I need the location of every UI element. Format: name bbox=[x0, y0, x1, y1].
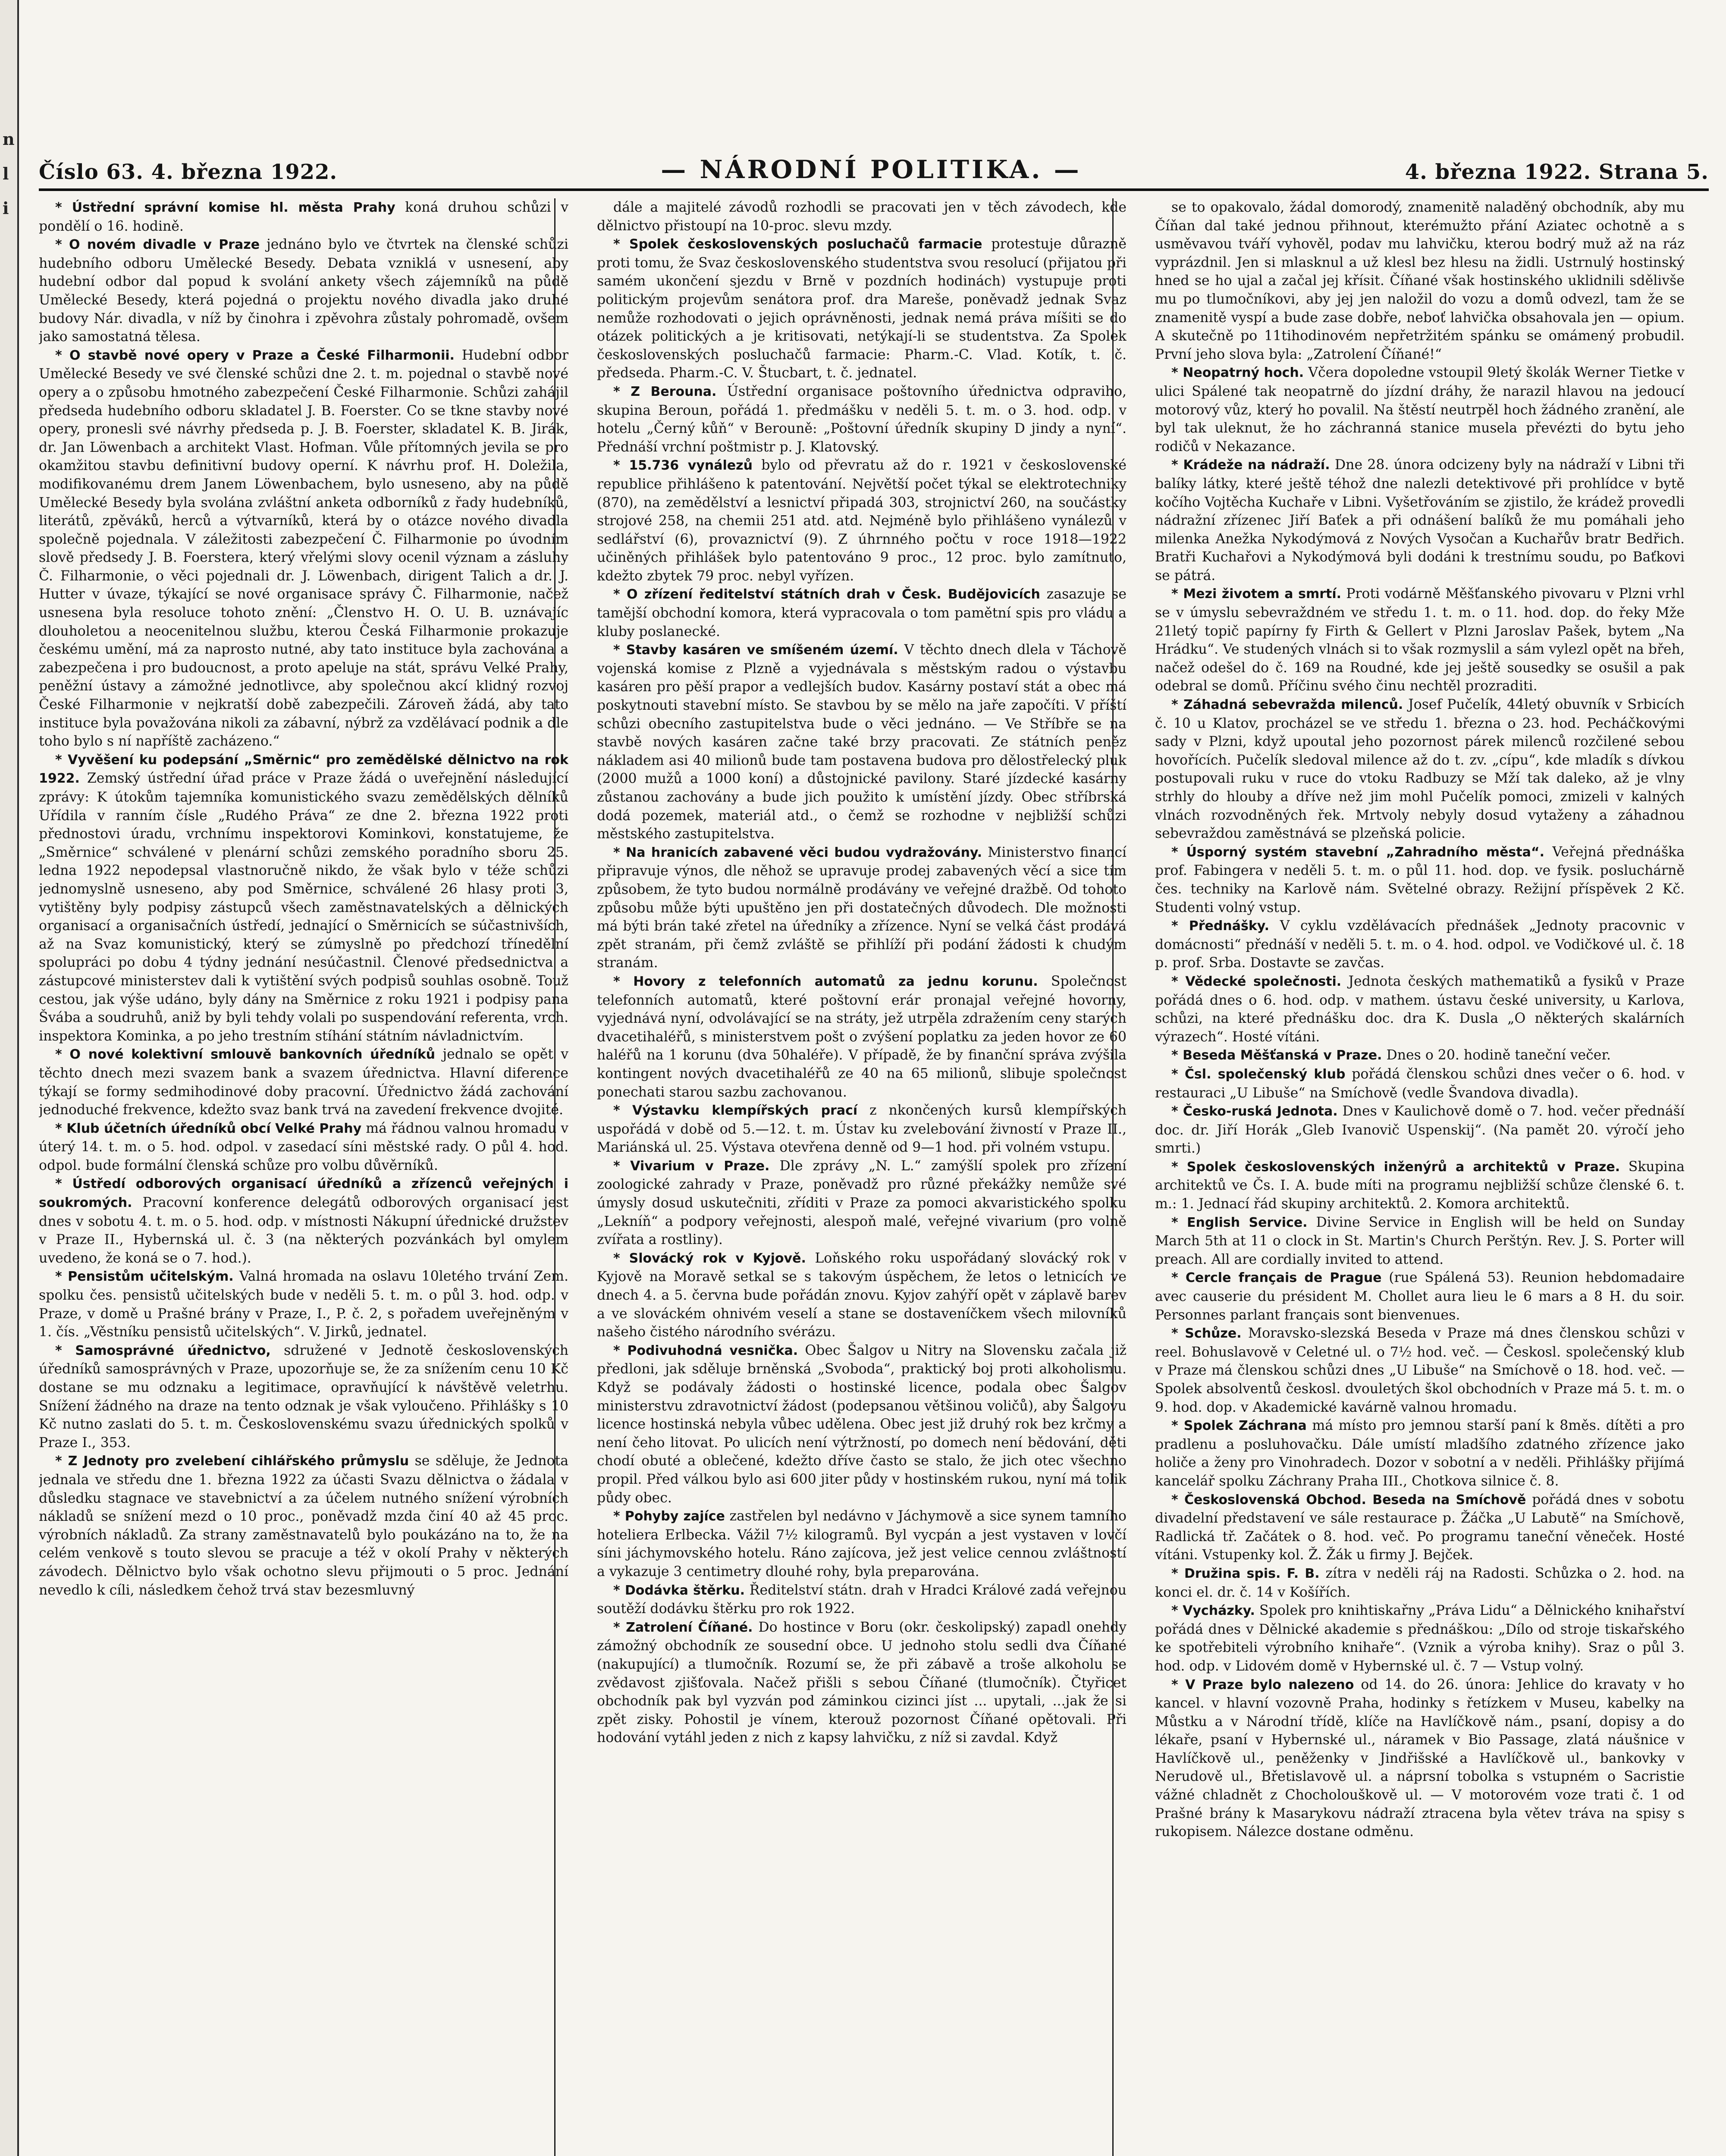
article bbox=[597, 1507, 1127, 1581]
article-body: Ústřední organisace poštovního úřednictva odpraviho, skupina Beroun, pořádá 1. předmášku v neděli 5. t. m. o 3. hod. odp. v hotelu „Černý kůň“ v Berouně: „Poštovní úředník skupiny D jindy a nyní“. Přednáší vrchní poštmistr p. J. Klatovský. bbox=[597, 383, 1127, 455]
article-body: Dnes v Kaulichově domě o 7. hod. večer přednáší doc. dr. Jiří Horák „Gleb Ivanovič Uspenskij“. (Na pamět 20. výročí jeho smrti.) bbox=[1155, 1103, 1685, 1156]
article-body: Dle zprávy „N. L.“ zamýšlí spolek pro zřízení zoologické zahrady v Praze, poněvadž pro různé překážky nemůže své úmysly dosud uskutečniti, zříditi v Praze za pomoci akvaristického spolku „Lekníň“ a podpory veřejnosti, alespoň malé, veřejné vivarium (pro volně zvířata a rostliny). bbox=[597, 1158, 1127, 1248]
article-headline: * Neopatrný hoch. bbox=[1171, 365, 1304, 381]
newspaper-title: — NÁRODNÍ POLITIKA. — bbox=[661, 155, 1082, 184]
article bbox=[597, 198, 1127, 235]
masthead bbox=[39, 149, 1709, 191]
article bbox=[597, 1581, 1127, 1618]
article-headline: * Československá Obchod. Beseda na Smíchově bbox=[1171, 1492, 1526, 1507]
article-headline: * O novém divadle v Praze bbox=[55, 237, 260, 253]
article-headline: * Krádeže na nádraží. bbox=[1171, 458, 1330, 473]
article-body: pořádá členskou schůzi dnes večer o 6. hod. v restauraci „U Libuše“ na Smíchově (vedle Švandova divadla). bbox=[1155, 1066, 1685, 1101]
article bbox=[39, 346, 568, 751]
article bbox=[597, 1618, 1127, 1747]
article bbox=[39, 1341, 568, 1452]
article-headline: * Z Berouna. bbox=[613, 384, 717, 399]
article bbox=[597, 1341, 1127, 1507]
article-body: Zemský ústřední úřad práce v Praze žádá o uveřejnění následující zprávy: K útokům tajemníka komunistického svazu zemědělských dělníků Uřídila v ranním čísle „Rudého Práva“ ze dne 2. března 1922 proti přednostovi úradu, vrchnímu inspektorovi Kominkovi, konstatujeme, že „Směrnice“ schválené v plenární schůzi zemského poradního sboru 25. ledna 1922 nepodepsal vlastnoručně nikdo, že však bylo v téže schůzi jednomyslně usneseno, aby pod Směrnice, schválené 26 hlasy proti 3, vytištěny byly podpisy zástupců všech zaměstnavatelských a dělnických organisací a organisačních ústředí, jednající o Směrnicích se súčastnivších, až na Svaz komunistický, který se zúmyslně po předchozí třínedělní spolupráci po dobu 4 týdny jednání nesúčastnil. Členové předsednictva a zástupcové ministerstev dali k vytištění svých podpisů souhlas osobně. Touž cestou, jak výše udáno, byly dány na Směrnice z roku 1921 i podpisy pana Švába a soudruhů, aniž by byli tehdy volali po suspendování referenta, vrch. inspektora Kominka, a po jeho trestním stíhání státním návladnictvím. bbox=[39, 771, 568, 1044]
article-headline: * Spolek Záchrana bbox=[1171, 1418, 1307, 1434]
article-headline: * Hovory z telefonních automatů za jednu korunu. bbox=[613, 974, 1038, 989]
article-headline: * Cercle français de Prague bbox=[1171, 1270, 1382, 1286]
article bbox=[39, 198, 568, 235]
issue-number: Číslo 63. 4. března 1922. bbox=[39, 160, 338, 184]
article-headline: * Schůze. bbox=[1171, 1326, 1242, 1341]
article bbox=[1155, 1324, 1685, 1416]
article bbox=[1155, 1065, 1685, 1102]
article bbox=[597, 456, 1127, 585]
article bbox=[597, 843, 1127, 972]
article-headline: * Přednášky. bbox=[1171, 918, 1269, 934]
article-body: Spolek pro knihtiskařny „Práva Lidu“ a Dělnického knihařství pořádá dnes v Dělnické akademie s přednáškou: „Dílo od stroje tiskařského ke spotřebiteli výrobního knihaře“. (Vznik a výroba knihy). Sraz o půl 3. hod. odp. v Lidovém domě v Hybernské ul. č. 7 — Vstup volný. bbox=[1155, 1603, 1685, 1674]
binding-letter: i bbox=[3, 198, 9, 218]
article bbox=[39, 1045, 568, 1119]
article-body: Proti vodárně Měšťanského pivovaru v Plzni vrhl se v úmyslu sebevraždném ve středu 1. t. m. o 11. hod. dop. do řeky Mže 21letý topič papírny fy Firth & Gellert v Plzni Jaroslav Pašek, bytem „Na Hrádku“. Ve studených vlnách si to však rozmyslil a sám vylezl opět na břeh, načež odešel do č. 169 na Roudné, kde jej ještě sousedky se osušil a pak odebral se domů. Příčinu svého činu nechtěl prozraditi. bbox=[1155, 586, 1685, 694]
article-headline: * Samosprávné úřednictvo, bbox=[55, 1343, 271, 1358]
article-body: má místo pro jemnou starší paní k 8měs. dítěti a pro pradlenu a posluhovačku. Dále umístí mladšího zdatného zřízence jako holiče a ženy pro Vinohradech. Dozor v sobotní a v neděli. Přihlášky přijímá kancelář spolku Záchrany Praha III., Chotkova silnice č. 8. bbox=[1155, 1418, 1685, 1489]
article bbox=[1155, 1158, 1685, 1213]
article-headline: * Podivuhodná vesnička. bbox=[613, 1343, 798, 1358]
article bbox=[597, 972, 1127, 1101]
article-body: Dne 28. února odcizeny byly na nádraží v Libni tři balíky látky, které ještě téhož dne nalezli detektivové při prohlídce v bytě kočího Vojtěcha Kuchaře v Libni. Vyšetřováním se zjistilo, že krádež provedli nádražní zřízenec Jiří Baťek a při odnášení balíků že mu pomáhali jeho milenka Anežka Nykodýmová z Nových Vysočan a Kuchařův bratr Bedřich. Bratři Kuchařovi a Nykodýmová byli dodáni k trestnímu soudu, po Baťkovi se pátrá. bbox=[1155, 457, 1685, 583]
article bbox=[1155, 1491, 1685, 1564]
article bbox=[1155, 1046, 1685, 1065]
article bbox=[39, 1452, 568, 1599]
article-body: Pracovní konference delegátů odborových organisací jest dnes v sobotu 4. t. m. o 5. hod. odp. v místnosti Nákupní úřednické družstev v Praze II., Hybernská ul. č. 3 (na některých pozvánkách byl omylem uvedeno, že koná se o 7. hod.). bbox=[39, 1195, 568, 1266]
article-headline: * Klub účetních úředníků obcí Velké Prahy bbox=[55, 1121, 362, 1136]
article-body: Obec Šalgov u Nitry na Slovensku začala již předloni, jak sděluje brněnská „Svoboda“, praktický boj proti alkoholismu. Když se podávaly žádosti o hostinské licence, podala obec Šalgov ministerstvu zdravotnictví žádost (podepsanou většinou voličů), aby Šalgovu licence hostinská nebyla vůbec udělena. Obec jest již druhý rok bez krčmy a není čeho litovat. Po ulicích není výtržností, po domech není bědování, děti chodí obuté a oblečené, kdežto dříve často se stalo, že jich otec všechno propil. Před válkou bylo asi 600 jiter půdy v hostinském rukou, nyní má tolik půdy obec. bbox=[597, 1342, 1127, 1506]
article-body: Ministerstvo financí připravuje výnos, dle něhož se upravuje prodej zabavených věcí a sice tím způsobem, že tyto budou normálně prodávány ve veřejné dražbě. Od tohoto způsobu může býti upuštěno jen při dostatečných důvodech. Dle možnosti má býti brán také zřetel na úředníky a zřízence. Nyní se velká část prodává zpět stranám, při čemž zvláště se přihlíží při podání žádosti k chudým stranám. bbox=[597, 844, 1127, 971]
article bbox=[597, 585, 1127, 641]
article-headline: * Česko-ruská Jednota. bbox=[1171, 1104, 1338, 1119]
binding-letter: n bbox=[3, 129, 15, 149]
article bbox=[1155, 198, 1685, 364]
article bbox=[1155, 843, 1685, 917]
article-body: koná druhou schůzi v pondělí o 16. hodině. bbox=[39, 200, 568, 234]
article-body: pořádá dnes v sobotu divadelní představení ve sále restaurace p. Žáčka „U Labutě“ na Smíchově, Radlická tř. Začátek o 8. hod. več. Po programu taneční věneček. Hosté vítáni. Vstupenky kol. Ž. Žák u firmy J. Bejček. bbox=[1155, 1492, 1685, 1563]
article-body: Moravsko-slezská Beseda v Praze má dnes členskou schůzi v reel. Bohuslavově v Celetné ul. o 7½ hod. več. — Českosl. společenský klub v Praze má členskou schůzi dnes „U Libuše“ na Smíchově o 18. hod. več. — Spolek absolventů českosl. dvouletých škol obchodních v Praze má 5. t. m. o 9. hod. dop. v Akademické kavárně valnou hromadu. bbox=[1155, 1326, 1685, 1415]
article-headline: * O nové kolektivní smlouvě bankovních úředníků bbox=[55, 1047, 436, 1062]
article-body: má řádnou valnou hromadu v úterý 14. t. m. o 5. hod. odpol. v zasedací síni městské rady. O půl 4. hod. odpol. bude formální členská schůze pro volbu důvěrníků. bbox=[39, 1120, 568, 1173]
article-headline: * Dodávka štěrku. bbox=[613, 1583, 745, 1598]
article-body: Loňského roku uspořádaný slovácký rok v Kyjově na Moravě setkal se s takovým úspěchem, že letos o letnicích ve dnech 4. a 5. června bude pořádán znovu. Kyjov zahýří opět v záplavě barev a ve slováckém ohnivém veselí a stane se dostaveníčkem všech milovníků našeho čistého národního svérázu. bbox=[597, 1250, 1127, 1340]
article-headline: * Zatrolení Číňané. bbox=[613, 1620, 753, 1635]
article bbox=[1155, 1213, 1685, 1269]
article-body: Divine Service in English will be held on Sunday March 5th at 11 o clock in St. Martin's Church Perštýn. Rev. J. S. Porter will preach. All are cordially invited to attend. bbox=[1155, 1214, 1685, 1267]
article-headline: * Spolek československých inženýrů a architektů v Praze. bbox=[1171, 1159, 1620, 1175]
column-3 bbox=[1155, 198, 1685, 2156]
article-headline: * English Service. bbox=[1171, 1215, 1308, 1230]
article bbox=[1155, 696, 1685, 843]
article-headline: * Vyvěšení ku podepsání „Směrnic“ pro zemědělské dělnictvo na rok 1922. bbox=[39, 752, 568, 787]
article-headline: * Spolek československých posluchačů farmacie bbox=[613, 237, 982, 252]
article-headline: * O zřízení ředitelství státních drah v Česk. Budějovicích bbox=[613, 587, 1040, 602]
binding-letter: l bbox=[3, 164, 9, 183]
article bbox=[597, 1101, 1127, 1157]
article-headline: * Čsl. společenský klub bbox=[1171, 1066, 1346, 1082]
article-body: Josef Pučelík, 44letý obuvník v Srbicích č. 10 u Klatov, procházel se ve středu 1. března o 23. hod. Pecháčkovými sady v Plzni, když upoutal jeho pozornost párek milenců rozčilené sebou hovořících. Pučelík sledoval milence až do t. zv. „cípu“, kde mladík s dívkou postupovali ruku v ruce do vtoku Radbuzy se Mží tak daleko, až je vlny strhly do hlouby a dříve než jim mohl Pučelík pomoci, zmizeli v kalných vlnách rozvodněných řek. Mrtvoly nebyly dosud vytaženy a záhadnou sebevraždou zaměstnává se plzeňská policie. bbox=[1155, 697, 1685, 842]
article-body: zasazuje se tamější obchodní komora, která vypracovala o tom pamětní spis pro vládu a kluby poslanecké. bbox=[597, 586, 1127, 639]
article bbox=[1155, 456, 1685, 585]
article-headline: * Beseda Měšťanská v Praze. bbox=[1171, 1048, 1382, 1063]
binding-edge bbox=[0, 0, 19, 2156]
article bbox=[597, 235, 1127, 382]
article-body: dále a majitelé závodů rozhodli se pracovati jen v těch závodech, kde dělnictvo přistoupí na 10-proc. slevu mzdy. bbox=[597, 200, 1127, 234]
article-headline: * Slovácký rok v Kyjově. bbox=[613, 1250, 806, 1266]
article bbox=[39, 751, 568, 1046]
article-body: Veřejná přednáška prof. Fabingera v neděli 5. t. m. o půl 11. hod. dop. ve fysik. posluchárně čes. techniky na Karlově nám. Světelné obrazy. Režijní příspěvek 2 Kč. Studenti volný vstup. bbox=[1155, 844, 1685, 915]
article bbox=[1155, 972, 1685, 1046]
article-body: Dnes o 20. hodině taneční večer. bbox=[1386, 1047, 1611, 1063]
article bbox=[597, 1157, 1127, 1249]
article-body: V těchto dnech dlela v Táchově vojenská komise z Plzně a vyjednávala s městským radou o výstavbu kasáren pro pěší prapor a vedlejších budov. Kasárny postaví stát a obec má poskytnouti stavební místo. Se stavbou by se mělo na jaře započíti. V příští schůzi obecního zastupitelstva bude o věci jednáno. — Ve Stříbře se na stavbě nových kasáren začne také brzy pracovati. Ze státních peněz nákladem asi 40 milionů bude tam postavena budova pro dělostřelecký pluk (2000 mužů a 1000 koní) a důstojnické pavilony. Staré jízdecké kasárny zůstanou zachovány a bude jich použito k umístění jízdy. Obec stříbrská dodá pozemek, materiál atd., o čemž se rozhodne v nejbližší schůzi městského zastupitelstva. bbox=[597, 642, 1127, 842]
article-headline: * Z Jednoty pro zvelebení cihlářského průmyslu bbox=[55, 1454, 409, 1469]
article-body: (rue Spálená 53). Reunion hebdomadaire avec causerie du président M. Chollet aura lieu le 6 mars a 8 H. du soir. Personnes parlant français sont bienvenues. bbox=[1155, 1270, 1685, 1323]
article bbox=[1155, 1269, 1685, 1324]
article-body: jednáno bylo ve čtvrtek na členské schůzi hudebního odboru Umělecké Besedy. Debata vzniklá v usnesení, aby hudební odbor dal popud k svolání ankety všech zájemníků na půdě Umělecké Besedy, která pojedná o projektu nového divadla jako druhé budovy Nár. divadla, v níž by činohra i zpěvohra zůstaly pohromadě, ovšem jako samostatná tělesa. bbox=[39, 237, 568, 345]
article-headline: * Na hranicích zabavené věci budou vydražovány. bbox=[613, 845, 982, 860]
article-body: Včera dopoledne vstoupil 9letý školák Werner Tietke v ulici Spálené tak neopatrně do jízdní dráhy, že narazil hlavou na jedoucí motorový vůz, který ho povalil. Na štěstí neutrpěl hoch žádného zranění, ale byl tak uleknut, že ho záchranná stanice musela převézti do bytu jeho rodičů v Nekazance. bbox=[1155, 365, 1685, 454]
article-headline: * V Praze bylo nalezeno bbox=[1171, 1677, 1354, 1692]
article bbox=[1155, 1676, 1685, 1841]
article-headline: * Pensistům učitelským. bbox=[55, 1269, 234, 1285]
article bbox=[1155, 917, 1685, 972]
article-body: Hudební odbor Umělecké Besedy ve své členské schůzi dne 2. t. m. pojednal o stavbě nové opery a o způsobu hmotného zabezpečení České Filharmonie. Schůzi zahájil předseda hudebního odboru skladatel J. B. Foerster. Co se tkne stavby nové opery, pronesli své návrhy předseda p. J. B. Foerster, skladatel K. B. Jirák, dr. Jan Löwenbach a architekt Vlast. Hofman. Vůle přítomných jevila se pro okamžitou stavbu definitivní budovy operní. K návrhu prof. H. Doležila, modifikovanému drem Janem Löwenbachem, bylo usneseno, aby na půdě Umělecké Besedy byla svolána zvláštní anketa odborníků z řady hudebníků, literátů, zpěváků, herců a výtvarníků, která by o otázce nového divadla společně pojednala. V záležitosti zabezpečení Č. Filharmonie po úvodním slově předsedy J. B. Foerstera, který vřelými slovy ocenil význam a zásluhy Č. Filharmonie, o věci pojednali dr. J. Löwenbach, dirigent Talich a dr. J. Hutter v úvaze, týkající se nové organisace správy Č. Filharmonie, načež usnesena byla resoluce tohoto znění: „Členstvo H. O. U. B. uznávajíc dlouholetou a neocenitelnou službu, kterou Česká Filharmonie prokazuje českému umění, má za naprosto nutné, aby tato instituce byla zachována a zabezpečena i pro budoucnost, a proto apeluje na stát, správu Velké Prahy, peněžní ústavy a zámožné jednotlivce, aby společnou akcí klidný rozvoj České Filharmonie v nejkratší době zabezpečili. Zároveň žádá, aby tato instituce byla považována nikoli za zábavní, nýbrž za vzdělávací podnik a dle toho bylo s ní napříště zacházeno.“ bbox=[39, 347, 568, 749]
column-1 bbox=[39, 198, 568, 2156]
article bbox=[39, 1175, 568, 1267]
article-body: se sděluje, že Jednota jednala ve středu dne 1. března 1922 za účasti Svazu dělnictva o žádala v důsledku stagnace ve stavebnictví a za účelem nutného snížení výrobních nákladů se snížení mezd o 10 proc., poněvadž mzda činí 40 až 45 proc. výrobních nákladů. Za strany zaměstnavatelů bylo poukázáno na to, že na celém venkově s touto slevou se pracuje a též v okolí Prahy v některých závodech. Dělnictvo bylo však ochotno slevu přijmouti o 5 proc. Jednání nevedlo k cíli, následkem čehož trvá stav bezesmluvný bbox=[39, 1453, 568, 1598]
article-headline: * Pohyby zajíce bbox=[613, 1509, 725, 1524]
column-2 bbox=[597, 198, 1127, 2156]
article-headline: * Stavby kasáren ve smíšeném území. bbox=[613, 642, 898, 658]
article-headline: * 15.736 vynálezů bbox=[613, 458, 753, 473]
article bbox=[1155, 1601, 1685, 1675]
article-headline: * Výstavku klempířských prací bbox=[613, 1103, 858, 1119]
article-body: Společnost telefonních automatů, které poštovní erár pronajal veřejné hovorny, vyjednává nyní, odvolávající se na stráty, jež utrpěla zdražením ceny starých dvacetihaléřů, s ministerstvem pošt o zvýšení poplatku za jeden hovor ze 60 haléřů na 1 korunu (dva 50haléře). V případě, že by finanční správa zvýšila kontingent nových dvacetihaléřů ze 40 na 65 milionů, slibuje společnost ponechati starou sazbu zachovanou. bbox=[597, 973, 1127, 1100]
article bbox=[597, 382, 1127, 456]
article-body: bylo od převratu až do r. 1921 v československé republice přihlášeno k patentování. Největší počet týkal se elektrotechniky (870), na zemědělství a lesnictví připadá 303, strojnictví 260, na součástky strojové 258, na chemii 251 atd. atd. Nejméně bylo přihlášeno vynálezů v sedlářství (6), provaznictví (9). Z úhrnného počtu v roce 1918—1922 učiněných přihlášek bylo patentováno 9 proc., 12 proc. bylo zamítnuto, kdežto zbytek 79 proc. nebyl vyřízen. bbox=[597, 458, 1127, 584]
article-body: zítra v neděli ráj na Radosti. Schůzka o 2. hod. na konci el. dr. č. 14 v Košířích. bbox=[1155, 1565, 1685, 1600]
columns bbox=[39, 198, 1709, 2156]
article-body: jednalo se opět v těchto dnech mezi svazem bank a svazem úřednictva. Hlavní diference týkají se formy sedmihodinové doby pracovní. Úřednictvo žádá zachování jednoduché frekvence, kdežto svaz bank trvá na zavedení frekvence dvojité. bbox=[39, 1047, 568, 1118]
article-headline: * Vivarium v Praze. bbox=[613, 1158, 770, 1174]
article bbox=[597, 641, 1127, 843]
article-body: Jednota českých mathematiků a fysiků v Praze pořádá dnes o 6. hod. odp. v mathem. ústavu české university, u Karlova, schůzi, na které přednášku doc. dra K. Dusla „O některých skalárních výrazech“. Hosté vítáni. bbox=[1155, 973, 1685, 1045]
article-body: Ředitelství státn. drah v Hradci Králové zadá veřejnou soutěží dodávku štěrku pro rok 1922. bbox=[597, 1582, 1127, 1617]
article bbox=[39, 1119, 568, 1175]
article bbox=[1155, 585, 1685, 696]
article-headline: * Družina spis. F. B. bbox=[1171, 1566, 1320, 1581]
article bbox=[1155, 364, 1685, 456]
article-headline: * Ústředí odborových organisací úředníků a zřízenců veřejných i soukromých. bbox=[39, 1176, 568, 1211]
article-headline: * Vycházky. bbox=[1171, 1603, 1255, 1619]
article-headline: * Vědecké společnosti. bbox=[1171, 974, 1342, 989]
article-body: od 14. do 26. února: Jehlice do kravaty v ho kancel. v hlavní vozovně Praha, hodinky s řetízkem v Museu, kabelky na Můstku a v Národní třídě, klíče na Havlíčkově nám., psaní, dopisy a do lékaře, psaní v Hybernské ul., náramek v Bio Passage, zlatá náušnice v Havlíčkově ul., peněženky v Jindřišské a Havlíčkově ul., bankovky v Nerudově ul., Břetislavově ul. a náprsní tobolka s vstupném o Sacristie vážné chladnět z Chocholouškově ul. — V motorovém voze trati č. 1 od Prašné brány k Masarykovu nádraží ztracena byla větev tráva na spisy s rukopisem. Nálezce dostane odměnu. bbox=[1155, 1677, 1685, 1840]
article-body: Skupina architektů ve Čs. I. A. bude míti na programu nejbližší schůze členské 6. t. m.: 1. Jednací řád skupiny architektů. 2. Komora architektů. bbox=[1155, 1159, 1685, 1212]
article-body: zastřelen byl nedávno v Jáchymově a sice synem tamního hoteliera Erlbecka. Vážil 7½ kilogramů. Byl vycpán a jest vystaven v lovčí síni jáchymovského hotelu. Ráno zajícova, jež jest velice cennou zvláštností a vykazuje 3 centimetry dlouhé rohy, byla preparována. bbox=[597, 1508, 1127, 1579]
article-body: V cyklu vzdělávacích přednášek „Jednoty pracovnic v domácnosti“ přednáší v neděli 5. t. m. o 4. hod. odpol. ve Vodičkové ul. č. 18 p. prof. Srba. Dostavte se zavčas. bbox=[1155, 918, 1685, 971]
article bbox=[39, 235, 568, 346]
article bbox=[1155, 1102, 1685, 1158]
article bbox=[1155, 1564, 1685, 1601]
article-headline: * Záhadná sebevražda milenců. bbox=[1171, 697, 1403, 713]
article-body: protestuje důrazně proti tomu, že Svaz československého studentstva svou resolucí (přijatou při samém ukončení sjezdu v Brně v pozdních hodinách) vystupuje proti politickým projevům senátora prof. dra Mareše, poněvadž jednak Svaz nemůže rozhodovati o jejich oprávněnosti, jednak nemá práva míšiti se do otázek politických a je kritisovati, netýkají-li se studentstva. Za Spolek československých posluchačů farmacie: Pharm.-C. Vlad. Kotík, t. č. předseda. Pharm.-C. V. Štucbart, t. č. jednatel. bbox=[597, 236, 1127, 381]
article-headline: * O stavbě nové opery v Praze a České Filharmonii. bbox=[55, 348, 455, 363]
article-headline: * Úsporný systém stavební „Zahradního města“. bbox=[1171, 844, 1544, 860]
article bbox=[1155, 1416, 1685, 1490]
article bbox=[39, 1267, 568, 1341]
article-body: Valná hromada na oslavu 10letého trvání Zem. spolku čes. pensistů učitelských bude v neděli 5. t. m. o půl 3. hod. odp. v Praze, v domě u Prašné brány v Praze, I., P. č. 2, s pořadem uveřejněným v 1. čís. „Věstníku pensistů učitelských“. V. Jirků, jednatel. bbox=[39, 1269, 568, 1340]
article-body: se to opakovalo, žádal domorodý, znamenitě naladěný obchodník, aby mu Číňan dal také jednou přihnout, kterémužto přání Aziatec ochotně a s usměvavou tváří vyhověl, podav mu lahvičku, kterou bodrý muž až na ráz vyprázdnil. Jen si mlasknul a už klesl bez hlesu na židli. Ustrnulý hostinský hned se ho ujal a začal jej křísit. Číňané však hostinského uklidnili sdělivše mu po tlumočníkovi, aby jej jen naložil do vozu a domů odvezl, tam že se znamenitě vyspí a bude zase dobře, neboť lahvička obsahovala jen — opium. A skutečně po 11tihodinovém nepřetržitém spánku se omámený probudil. První jeho slova byla: „Zatrolení Číňané!“ bbox=[1155, 200, 1685, 362]
article-body: sdružené v Jednotě československých úředníků samosprávných v Praze, upozorňuje se, že za snížením cenu 10 Kč dostane se mu odznaku a legitimace, opravňující k návštěvě veletrhu. Snížení žádného na draze na tento odznak je však vyloučeno. Přihlášky s 10 Kč nutno zaslati do 5. t. m. Československému svazu úřednických spolků v Praze I., 353. bbox=[39, 1342, 568, 1451]
article-headline: * Mezi životem a smrtí. bbox=[1171, 586, 1342, 602]
article-body: Do hostince v Boru (okr. českolipský) zapadl onehdy zámožný obchodník ze sousední obce. U jednoho stolu sedli dva Číňané (nakupující) a tlumočník. Rozumí se, že při zábavě a troše alkoholu se zvědavost zjišťovala. Načež přišli s sebou Číňané (tlumočník). Čtyřicet obchodník pak byl vyzván pod záminkou cizinci jíst ... upytali, ...jak že si zpět zisky. Pohostil je vínem, kterouž pozornost Číňané opětovali. Při hodování vytáhl jeden z nich z kapsy lahvičku, z níž si zavdal. Když bbox=[597, 1619, 1127, 1746]
date-and-page: 4. března 1922. Strana 5. bbox=[1405, 160, 1709, 184]
article-body: z nkončených kursů klempířských uspořádá v době od 5.—12. t. m. Ústav ku zvelebování živností v Praze II., Mariánská ul. 25. Výstava otevřena denně od 9—1 hod. při volném vstupu. bbox=[597, 1103, 1127, 1156]
article bbox=[597, 1249, 1127, 1341]
article-headline: * Ústřední správní komise hl. města Prahy bbox=[55, 200, 395, 215]
